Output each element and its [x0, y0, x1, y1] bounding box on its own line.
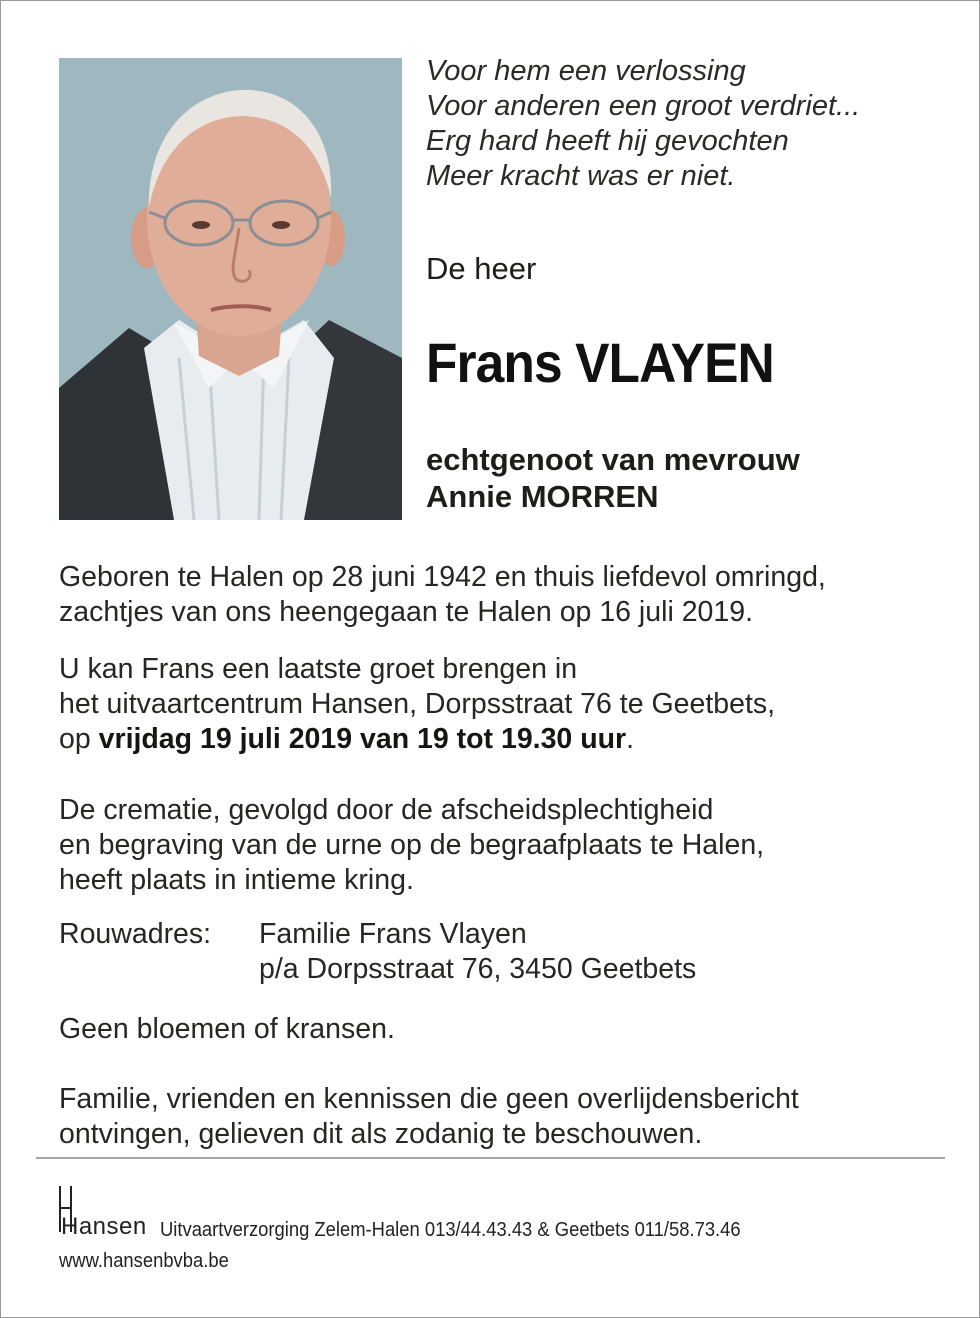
footer-website-link[interactable]: www.hansenbvba.be [59, 1250, 229, 1272]
visitation-prefix: op [59, 723, 99, 755]
portrait-photo [59, 58, 402, 520]
visitation-line: het uitvaartcentrum Hansen, Dorpsstraat 76 te Geetbets, [59, 688, 776, 720]
visitation-paragraph [59, 652, 949, 757]
flowers-notice [59, 1012, 949, 1047]
visitation-date-line [59, 722, 949, 757]
visitation-line: U kan Frans een laatste groet brengen in [59, 653, 578, 685]
footer-contact: Uitvaartverzorging Zelem-Halen 013/44.43.43 & Geetbets 011/58.73.46 [160, 1219, 741, 1241]
address-label: Rouwadres: [59, 918, 212, 950]
address-line: p/a Dorpsstraat 76, 3450 Geetbets [259, 953, 697, 985]
poem-line: Meer kracht was er niet. [426, 160, 736, 192]
flowers-line: Geen bloemen of kransen. [59, 1013, 395, 1045]
address-row [59, 952, 949, 987]
family-notice-line: ontvingen, gelieven dit als zodanig te beschouwen. [59, 1118, 703, 1150]
cremation-paragraph [59, 793, 949, 898]
cremation-line: en begraving van de urne op de begraafplaats te Halen, [59, 829, 765, 861]
cremation-line: heeft plaats in intieme kring. [59, 864, 414, 896]
poem [426, 54, 956, 194]
spouse-line: echtgenoot van mevrouw [426, 442, 800, 477]
death-line: zachtjes van ons heengegaan te Halen op 16 juli 2019. [59, 596, 754, 628]
address-row [59, 917, 949, 952]
visitation-date: vrijdag 19 juli 2019 van 19 tot 19.30 uur [98, 723, 627, 755]
poem-line: Erg hard heeft hij gevochten [426, 125, 789, 157]
logo-wordmark: Hansen [61, 1213, 147, 1240]
cremation-line: De crematie, gevolgd door de afscheidsplechtigheid [59, 794, 714, 826]
spouse-name: Annie MORREN [426, 479, 659, 514]
poem-line: Voor anderen een groot verdriet... [426, 90, 861, 122]
birth-line: Geboren te Halen op 28 juni 1942 en thuis liefdevol omringd, [59, 561, 826, 593]
divider [36, 1157, 945, 1159]
family-notice-line: Familie, vrienden en kennissen die geen overlijdensbericht [59, 1083, 799, 1115]
deceased-name: Frans VLAYEN [426, 331, 774, 394]
mourning-address [59, 917, 949, 987]
family-notice [59, 1082, 949, 1152]
birth-death-paragraph [59, 560, 949, 630]
address-line: Familie Frans Vlayen [259, 918, 527, 950]
spouse-info [426, 441, 800, 515]
visitation-suffix: . [626, 723, 635, 755]
hansen-logo [58, 1186, 158, 1244]
salutation: De heer [426, 251, 537, 286]
address-spacer [59, 952, 259, 987]
poem-line: Voor hem een verlossing [426, 55, 746, 87]
